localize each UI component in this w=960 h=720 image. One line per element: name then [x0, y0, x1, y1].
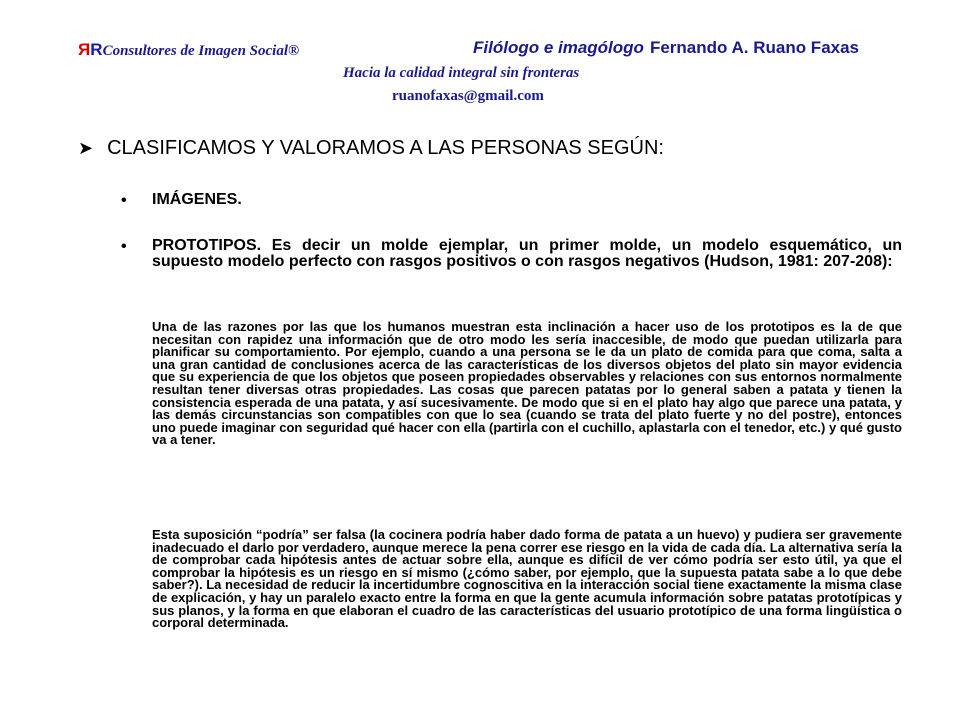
- author-header: [473, 38, 859, 58]
- bullet-icon: •: [121, 192, 127, 209]
- slogan: Hacia la calidad integral sin fronteras: [343, 65, 580, 81]
- author-role: Filólogo e imagólogo: [473, 38, 644, 57]
- company-logo: [78, 40, 299, 60]
- arrow-bullet-icon: ➤: [78, 138, 94, 158]
- paragraph-2: Esta suposición “podría” ser falsa (la cocinera podría haber dado forma de patata a un huevo) y pudiera ser gravemente inadecuado el darlo por verdadero, aunque merece la pena correr ese riesgo en la vida de cada día. La alternativa sería la de comprobar cada hipótesis antes de actuar sobre ella, aunque es difícil de ver cómo podría ser esto útil, ya que el comprobar la hipótesis es un riesgo en sí mismo (¿cómo saber, por ejemplo, que la supuesta patata sabe a lo que debe saber?). La necesidad de reducir la incertidumbre cognoscitiva en la interacción social tiene exactamente la misma clase de explicación, y hay un paralelo exacto entre la forma en que la gente acumula información sobre patatas prototípicas y sus planos, y la forma en que elaboran el cuadro de las características del usuario prototípico de una forma lingüística o corporal determinada.: [152, 527, 902, 631]
- logo-mirrored-r: R: [78, 40, 91, 59]
- author-name: Fernando A. Ruano Faxas: [649, 38, 860, 57]
- paragraph-1: Una de las razones por las que los humanos muestran esta inclinación a hacer uso de los prototipos es la de que necesitan con rapidez una información que de otro modo les sería inaccesible, de modo que puedan utilizarla para planificar su comportamiento. Por ejemplo, cuando a una persona se le da un plato de comida para que coma, salta a una gran cantidad de conclusiones acerca de las características de los diversos objetos del plato sin mayor evidencia que su experiencia de que los objetos que poseen propiedades observables y relaciones con sus entornos normalmente resultan tener diversas otras propiedades. Las cosas que parecen patatas por lo general saben a patata y tienen la consistencia esperada de una patata, y así sucesivamente. De modo que si en el plato hay algo que parece una patata, y las demás circunstancias son compatibles con que lo sea (cuando se trata del plato fuerte y no del postre), entonces uno puede imaginar con seguridad qué hacer con ella (partirla con el cuchillo, aplastarla con el tenedor, etc.) y qué gusto va a tener.: [152, 319, 902, 448]
- page-title-text: CLASIFICAMOS Y VALORAMOS A LAS PERSONAS SEGÚN:: [107, 137, 664, 159]
- bullet-icon: •: [121, 238, 127, 255]
- list-item-imagenes: IMÁGENES.: [152, 191, 242, 208]
- logo-r: R: [90, 40, 103, 59]
- page-title: [78, 137, 664, 160]
- contact-email: ruanofaxas@gmail.com: [392, 88, 544, 104]
- company-name: Consultores de Imagen Social®: [102, 43, 300, 59]
- list-item-prototipos: PROTOTIPOS. Es decir un molde ejemplar, un primer molde, un modelo esquemático, un supuesto modelo perfecto con rasgos positivos o con rasgos negativos (Hudson, 1981: 207-208):: [152, 237, 902, 270]
